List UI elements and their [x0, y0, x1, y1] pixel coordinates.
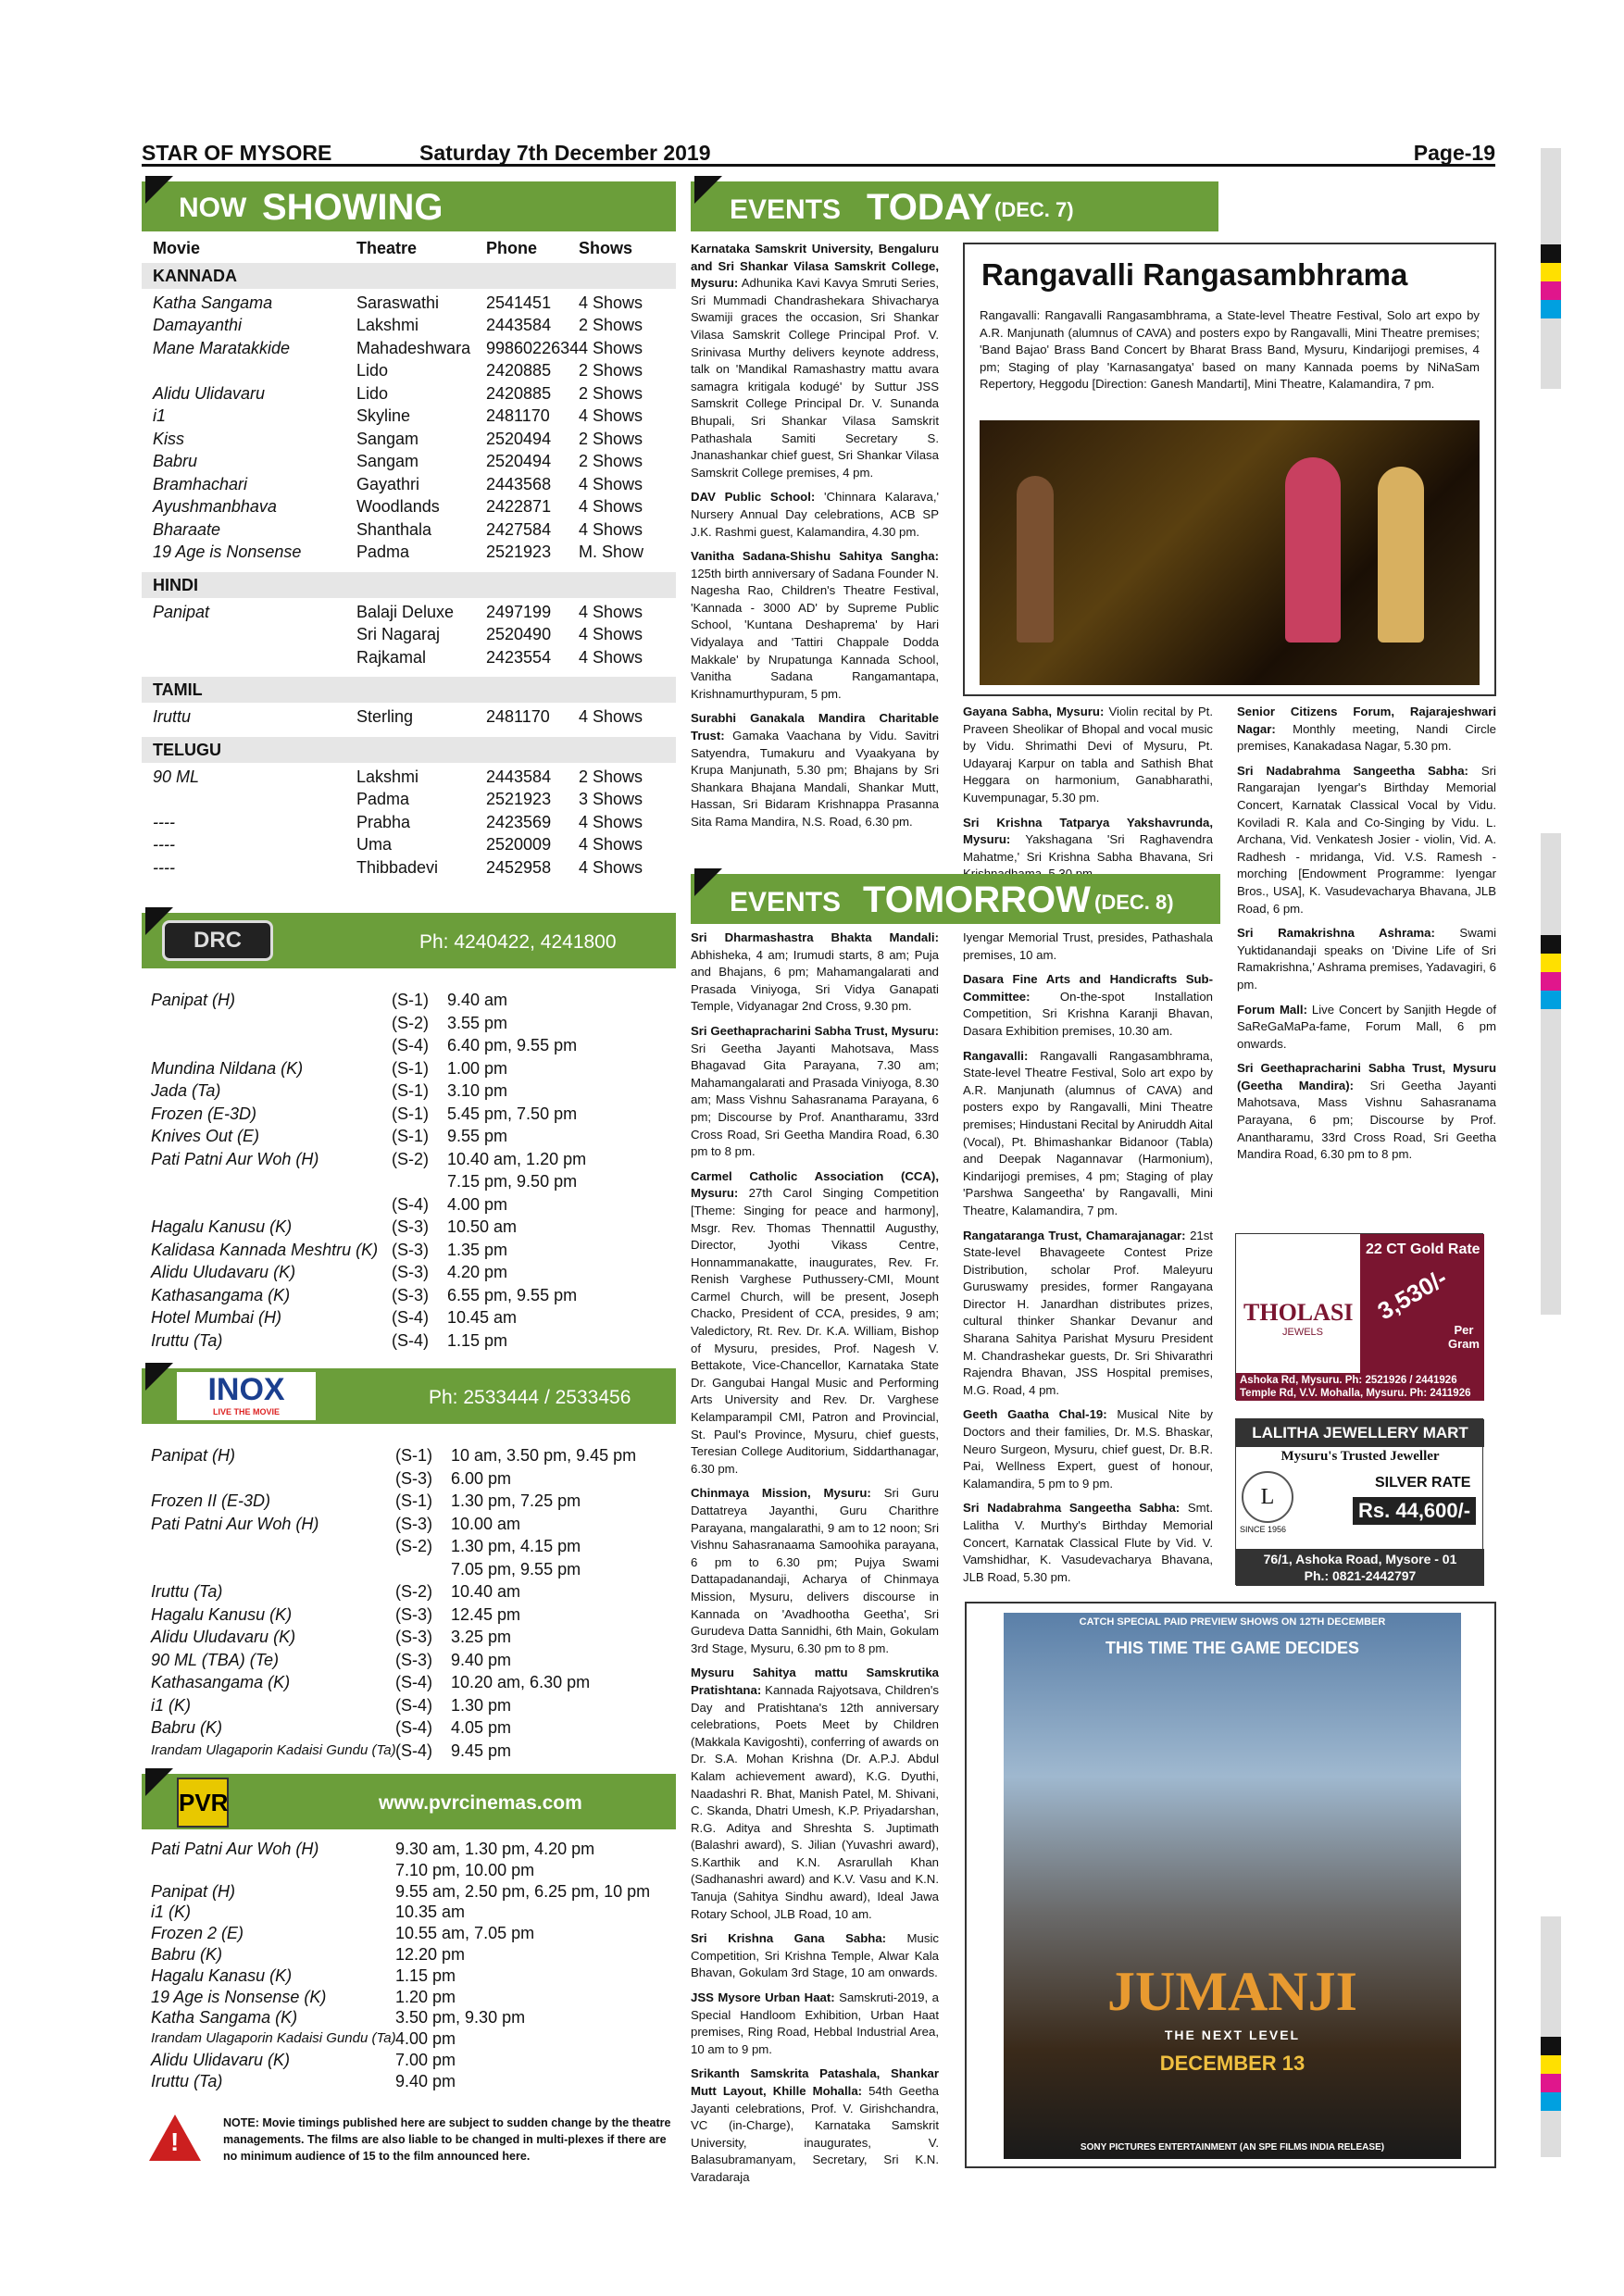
table-row: Mane Maratakkide Mahadeshwara 9986022634 4 Shows: [153, 338, 643, 357]
inox-schedule: [151, 1444, 676, 1762]
event-item: Rangavalli: Rangavalli Rangasambhrama, State-level Theatre Festival, Solo art expo by A.R. Manjunath (alumnus of CAVA) and posters expo by Rangavalli, Mini Theatre premises; Hindustani Recital by Aniruddh Aital (Vocal), Pt. Bhimashankar Bidanoor (Tabla) and Deepak Nagannavar (Harmonium), Kindarijogi premises, 4 pm; Staging of play 'Parshwa Sangeetha' by Rangavalli, Mini Theatre, Kalamandira, 7 pm.: [963, 1048, 1213, 1217]
schedule-row: Irandam Ulagaporin Kadaisi Gundu (Ta) (S-4) 9.45 pm: [151, 1741, 512, 1760]
table-row: Sri Nagaraj 2520490 4 Shows: [356, 625, 643, 643]
table-row: 90 ML Lakshmi 2443584 2 Shows: [153, 767, 643, 786]
schedule-row: Iruttu (Ta) 9.40 pm: [151, 2071, 456, 2090]
page-number: Page-19: [1413, 141, 1495, 165]
schedule-row: Kathasangama (K) (S-3) 6.55 pm, 9.55 pm: [151, 1285, 578, 1304]
drc-banner: [142, 913, 676, 968]
issue-date: Saturday 7th December 2019: [419, 141, 711, 165]
gold-rate: 3,530/-: [1372, 1263, 1452, 1326]
schedule-row: Irandam Ulagaporin Kadaisi Gundu (Ta) 4.00 pm: [151, 2029, 456, 2049]
schedule-row: Babru (K) 12.20 pm: [151, 1944, 466, 1964]
tholasi-ad: THOLASI JEWELS 22 CT Gold Rate 3,530/- Per Gram Ashoka Rd, Mysuru. Ph: 2521926 / 2441926 Temple Rd, V.V. Mohalla, Mysuru. Ph: 2411926: [1235, 1233, 1483, 1400]
silver-rate: Rs. 44,600/-: [1353, 1497, 1476, 1525]
inox-phone: Ph: 2533444 / 2533456: [429, 1387, 631, 1408]
schedule-row: Hagalu Kanasu (K) 1.15 pm: [151, 1965, 456, 1985]
event-item: JSS Mysore Urban Haat: Samskruti-2019, a Special Handloom Exhibition, Urban Haat premises, Ring Road, Hebbal Industrial Area, 10 am to 9 pm.: [691, 1990, 939, 2056]
event-item: Forum Mall: Live Concert by Sanjith Hegde of SaReGaMaPa-fame, Forum Mall, 6 pm onwards.: [1237, 1002, 1496, 1051]
language-header: TAMIL: [142, 677, 676, 703]
schedule-row: Knives Out (E) (S-1) 9.55 pm: [151, 1127, 508, 1145]
schedule-row: Alidu Uludavaru (K) (S-3) 4.20 pm: [151, 1263, 508, 1281]
event-item: Karnataka Samskrit University, Bengaluru and Sri Shankar Vilasa Samskrit College, Mysuru: Adhunika Kavi Kavya Smruti Series, Sri Mummadi Chandrashekara Shivacharya Swamiji graces the occasion, Sri Shankar Vilasa Samskrit College Principal Prof. V. Srinivasa Murthy delivers keynote address, talk on 'Mandikal Ramashastry mattu avara samagra kritigala kodugé' by Suttur JSS Samskrit College Principal Dr. V. Sunanda Bhupali, Sri Shankar Vilasa Samskrit Pathashala Samiti Secretary S. Jnanashankar chief guest, Sri Shankar Vilasa Samskrit College premises, 4 pm.: [691, 242, 939, 480]
table-row: Panipat Balaji Deluxe 2497199 4 Shows: [153, 602, 643, 621]
theatre-photo: [980, 420, 1480, 685]
schedule-row: Kathasangama (K) (S-4) 10.20 am, 6.30 pm: [151, 1673, 591, 1691]
event-item: Sri Geethapracharini Sabha Trust, Mysuru (Geetha Mandira): Sri Geetha Jayanti Mahotsava, Mass Vishnu Sahasranama Parayana, 6 pm; Discourse by Prof. Anantharamu, 33rd Cross Road, Sri Geetha Mandira Road, 6.30 pm to 8 pm.: [1237, 1061, 1496, 1162]
schedule-row: Frozen (E-3D) (S-1) 5.45 pm, 7.50 pm: [151, 1104, 578, 1123]
schedule-row: Iruttu (Ta) (S-2) 10.40 am: [151, 1582, 521, 1601]
tholasi-name: THOLASI: [1243, 1299, 1354, 1326]
table-row: Alidu Ulidavaru Lido 2420885 2 Shows: [153, 383, 643, 403]
now-showing-banner: NOW SHOWING: [142, 181, 676, 231]
events-today-col3: [1237, 704, 1496, 1171]
event-item: Surabhi Ganakala Mandira Charitable Trust: Gamaka Vaachana by Vidu. Savitri Satyendra, Tumakuru and Vyaakyana by Krupa Manjunath, 5.30 pm; Bhajans by Sri Shankara Bhajana Mandali, Shankar Mutt, Hassan, Sri Bidaram Krishnappa Prasanna Sita Rama Mandira, N.S. Road, 6.30 pm.: [691, 711, 939, 829]
table-row: Babru Sangam 2520494 2 Shows: [153, 452, 643, 470]
language-header: KANNADA: [142, 263, 676, 289]
schedule-row: (S-4) 4.00 pm: [392, 1194, 508, 1214]
schedule-row: (S-2) 3.55 pm: [392, 1013, 508, 1032]
schedule-row: Panipat (H) 9.55 am, 2.50 pm, 6.25 pm, 10 pm: [151, 1881, 651, 1901]
event-item: Senior Citizens Forum, Rajarajeshwari Nagar: Monthly meeting, Nandi Circle premises, Kanakadasa Nagar, 5.30 pm.: [1237, 705, 1496, 754]
schedule-row: Pati Patni Aur Woh (H) (S-3) 10.00 am: [151, 1514, 521, 1533]
event-item: DAV Public School: 'Chinnara Kalarava,' Nursery Annual Day celebrations, ACB SP J.K. Rashmi guest, Kalamandira, 4.30 pm.: [691, 490, 939, 539]
jumanji-poster: CATCH SPECIAL PAID PREVIEW SHOWS ON 12TH DECEMBER THIS TIME THE GAME DECIDES JUMANJI THE NEXT LEVEL DECEMBER 13 SONY PICTURES ENTERTAINMENT (AN SPE FILMS INDIA RELEASE): [1004, 1613, 1461, 2159]
table-row: ---- Prabha 2423569 4 Shows: [153, 812, 643, 831]
event-item: Mysuru Sahitya mattu Samskrutika Pratishtana: Kannada Rajyotsava, Children's Day and Pratishtana's 12th anniversary celebrations, Poets Meet by Children (Makkala Kavigoshti), conferring of awards on Dr. S.A. Mohan Krishna (Dr. A.P.J. Abdul Kalam achievement award), K.G. Dyuthi, Naadashri R. Bhat, Manish Patel, M. Shivani, C. Skanda, Dhatri Umesh, K.P. Priyadarshan, R.G. Aditya and Shreshta S. Juptimath (Balashri award), S. Jilian (Yuvashri award), S.Karthik and K.N. Asrarullah Khan (Sadhanashri award) and K.V. Vasu and K.N. Tanuja (Sahitya Sindhu award), Ideal Jawa Rotary School, JLB Road, 10 am.: [691, 1666, 939, 1921]
table-row: Bramhachari Gayathri 2443568 4 Shows: [153, 474, 643, 493]
events-tomorrow-col1: [691, 930, 939, 2194]
event-item: Dasara Fine Arts and Handicrafts Sub-Committee: On-the-spot Installation Competition, Sri Krishna Karanji Bhavan, Dasara Exhibition premises, 10.30 am.: [963, 972, 1213, 1038]
schedule-row: Panipat (H) (S-1) 9.40 am: [151, 991, 508, 1009]
event-item: Srikanth Samskrita Patashala, Shankar Mutt Layout, Khille Mohalla: 54th Geetha Jayanti celebrations, Prof. V. Girishchandra, VC (in-Charge), Karnataka Samskrit University, inaugurates, V. Balasubramanyam, Secretary, Sri K.N. Varadaraja: [691, 2066, 939, 2184]
table-row: Iruttu Sterling 2481170 4 Shows: [153, 707, 643, 726]
schedule-row: Frozen 2 (E) 10.55 am, 7.05 pm: [151, 1924, 535, 1943]
event-item: Gayana Sabha, Mysuru: Violin recital by Pt. Praveen Sheolikar of Bhopal and vocal music by Vidu. Shrimathi Devi of Mysuru, Pt. Udayaraj Karpur on tabla and Sathish Bhat Heggara on harmonium, Ganabharathi, Kuvempunagar, 5.30 pm.: [963, 705, 1213, 805]
jumanji-ad: [965, 1602, 1496, 2168]
table-row: Katha Sangama Saraswathi 2541451 4 Shows: [153, 293, 643, 312]
table-row: Rajkamal 2423554 4 Shows: [356, 647, 643, 667]
event-item: Rangataranga Trust, Chamarajanagar: 21st State-level Bhavageete Contest Prize Distribution, scholar Prof. Maleyuru Guruswamy presides, former Rangayana Director H. Janardhan distributes prizes, cultural thinker Shankar Devanur and Sharana Sahitya Parishat Mysuru President M. Chandrashekar guests, Dr. Sri Shivarathri Rajendra Bhavan, JSS Hospital premises, M.G. Road, 4 pm.: [963, 1228, 1213, 1397]
schedule-row: Alidu Ulidavaru (K) 7.00 pm: [151, 2050, 456, 2069]
page-header: [142, 139, 1495, 167]
schedule-row: (S-3) 6.00 pm: [395, 1468, 512, 1488]
movie-title: JUMANJI: [1107, 1961, 1357, 2022]
schedule-row: 90 ML (TBA) (Te) (S-3) 9.40 pm: [151, 1650, 512, 1669]
schedule-row: Pati Patni Aur Woh (H) (S-2) 10.40 am, 1.20 pm: [151, 1149, 587, 1168]
corner-mark-icon: [145, 176, 173, 204]
event-item: Sri Krishna Tatparya Yakshavrunda, Mysuru: Yakshagana 'Sri Raghavendra Mahatme,' Sri Krishna Sabha Bhavana, Sri: [963, 815, 1213, 864]
event-item: Sri Nadabrahma Sangeetha Sabha: Smt. Lalitha V. Murthy's Birthday Memorial Concert, Karnatak Classical Flute by Vid. V. Vamshidhar, K. Vasudevacharya Bhavana, JLB Road, 5.30 pm.: [963, 1501, 1213, 1584]
schedule-row: Alidu Uludavaru (K) (S-3) 3.25 pm: [151, 1628, 512, 1646]
pvr-website: www.pvrcinemas.com: [379, 1792, 582, 1814]
event-item: Iyengar Memorial Trust, presides, Pathashala premises, 10 am.: [963, 930, 1213, 962]
table-row: Padma 2521923 3 Shows: [356, 790, 643, 808]
schedule-row: 7.15 pm, 9.50 pm: [447, 1172, 578, 1191]
schedule-row: Mundina Nildana (K) (S-1) 1.00 pm: [151, 1058, 508, 1078]
event-item: Sri Krishna Gana Sabha: Music Competition, Sri Krishna Temple, Alwar Kala Bhavan, Gokulam 3rd Stage, 10 am onwards.: [691, 1931, 939, 1980]
drc-schedule: [151, 989, 676, 1352]
language-header: TELUGU: [142, 737, 676, 763]
box-title: Rangavalli Rangasambhrama: [981, 257, 1408, 292]
schedule-row: Jada (Ta) (S-1) 3.10 pm: [151, 1081, 508, 1100]
table-row: Lido 2420885 2 Shows: [356, 361, 643, 380]
pvr-schedule: [151, 1839, 676, 2092]
lalitha-name: LALITHA JEWELLERY MART: [1236, 1419, 1484, 1447]
now-showing-table: [142, 237, 676, 884]
language-header: HINDI: [142, 572, 676, 598]
schedule-row: Hagalu Kanusu (K) (S-3) 12.45 pm: [151, 1604, 521, 1624]
schedule-row: Hotel Mumbai (H) (S-4) 10.45 am: [151, 1308, 518, 1327]
event-item: Vanitha Sadana-Shishu Sahitya Sangha: 125th birth anniversary of Sadana Founder N. Nagesha Rao, Children's Theatre Festival, 'Kannada - 3000 AD' by Supreme Public School, 'Kuntana Deshaprema' by Hari Vidyalaya and 'Tattiri Chappale Dodda Makkale' by Nrupatunga Kannada School, Vanitha Sadana Rangamantapa, Krishnamurthypuram, 5 pm.: [691, 549, 939, 701]
schedule-row: i1 (K) (S-4) 1.30 pm: [151, 1695, 512, 1715]
schedule-row: (S-2) 1.30 pm, 4.15 pm: [395, 1537, 581, 1555]
schedule-row: i1 (K) 10.35 am: [151, 1903, 466, 1922]
event-item: Geeth Gaatha Chal-19: Musical Nite by Doctors and their families, Dr. M.S. Bhaskar, Neuro Surgeon, Mysuru, chief guest, Dr. B.R. Pai, Wellness Expert, guest of honour, Kalamandira, 5 pm to 9 pm.: [963, 1407, 1214, 1491]
schedule-row: Iruttu (Ta) (S-4) 1.15 pm: [151, 1330, 508, 1350]
schedule-row: 7.10 pm, 10.00 pm: [395, 1860, 535, 1879]
table-row: i1 Skyline 2481170 4 Shows: [153, 406, 643, 425]
events-tomorrow-col2: [963, 930, 1213, 1593]
table-row: ---- Thibbadevi 2452958 4 Shows: [153, 857, 643, 877]
event-item: Sri Geethapracharini Sabha Trust, Mysuru: Sri Geetha Jayanti Mahotsava, Mass Bhagavad Gita Parayana, 7.30 am; Mahamangalarati and Prasada Viniyoga, 8.30 am; Mass Vishnu Sahasranama Parayana, 6 pm; Discourse by Prof. Anantharamu, 33rd Cross Road, Sri Geetha Mandira Road, 6.30 pm to 8 pm.: [691, 1023, 939, 1159]
events-tomorrow-banner: EVENTS TOMORROW (DEC. 8): [691, 874, 1220, 924]
schedule-row: Hagalu Kanusu (K) (S-3) 10.50 am: [151, 1217, 518, 1236]
schedule-row: Kalidasa Kannada Meshtru (K) (S-3) 1.35 pm: [151, 1240, 508, 1259]
event-item: Sri Nadabrahma Sangeetha Sabha: Sri Rangarajan Iyengar's Birthday Memorial Concert, Karnatak Classical Vocal by Vidu. Koviladi R. Kala and Co-Singing by Vidu. L. Archana, Vid. Venkatesh Josier - violin, Vid. A. Radhesh - mridanga, Vid. V.S. Ramesh - morching [Endowment Programme: Iyengar Bros., USA], K. Vasudevacharya Bhavana, JLB Road, 6 pm.: [1237, 763, 1496, 916]
rangavalli-box: [963, 243, 1496, 696]
table-row: Kiss Sangam 2520494 2 Shows: [153, 429, 643, 448]
pvr-logo: PVR: [177, 1778, 229, 1828]
schedule-row: Panipat (H) (S-1) 10 am, 3.50 pm, 9.45 pm: [151, 1446, 637, 1465]
events-today-col2: [963, 704, 1213, 891]
drc-logo: DRC: [162, 920, 273, 961]
note-text: NOTE: Movie timings published here are subject to sudden change by the theatre managements. The films are also liable to be changed in multi-plexes if there are no minimum audience of 15 to the film announced here.: [223, 2116, 671, 2163]
pvr-banner: [142, 1774, 676, 1829]
box-text: Rangavalli: Rangavalli Rangasambhrama, a State-level Theatre Festival, Solo art expo by A.R. Manjunath (alumnus of CAVA) and posters expo by Rangavalli, Mini Theatre premises; 'Band Bajao' Brass Band Concert by Bharat Brass Band, Mysuru, Kindarijogi premises, 4 pm; Staging of play 'Karnasangatya' based on many Kannada poems by NiNaSam Repertory, Heggodu [Direction: Ganesh Mandarti], Mini Theatre, Kalamandira, 7 pm.: [980, 308, 1480, 392]
column-header: Movie Theatre Phone Shows: [153, 239, 633, 257]
schedule-row: Katha Sangama (K) 3.50 pm, 9.30 pm: [151, 2008, 526, 2028]
schedule-row: Pati Patni Aur Woh (H) 9.30 am, 1.30 pm, 4.20 pm: [151, 1840, 595, 1858]
table-row: 19 Age is Nonsense Padma 2521923 M. Show: [153, 543, 644, 561]
schedule-row: 19 Age is Nonsense (K) 1.20 pm: [151, 1987, 456, 2006]
gold-rate-title: 22 CT Gold Rate: [1366, 1242, 1480, 1257]
drc-phone: Ph: 4240422, 4241800: [419, 931, 617, 953]
paper-name: STAR OF MYSORE: [142, 141, 332, 165]
schedule-row: 7.05 pm, 9.55 pm: [451, 1559, 581, 1578]
event-item: Sri Dharmashastra Bhakta Mandali: Abhisheka, 4 am; Irumudi starts, 8 am; Puja and Bhajans, 6 pm; Mahamangalarati and Prasada Viniyoga, Sri Vidya Ganapati Temple, Vidyanagar 2nd Cross, 9.30 pm.: [691, 930, 939, 1014]
lalitha-logo-icon: L: [1242, 1471, 1293, 1523]
release-date: DECEMBER 13: [1159, 2052, 1305, 2075]
inox-banner: [142, 1368, 676, 1424]
events-today-banner: EVENTS TODAY (DEC. 7): [691, 181, 1218, 231]
table-row: ---- Uma 2520009 4 Shows: [153, 835, 643, 854]
event-item: Chinmaya Mission, Mysuru: Sri Guru Dattatreya Jayanthi, Guru Charithre Parayana, mangalarathi, 9 am to 12 noon; Sri Vishnu Sahasranaama Samoohika parayana, 6 pm to 6.30 pm; Pujya Swami Dattapadanandaji, Acharya of Chinmaya Mission, Mysuru, delivers discourse in Kannada on 'Avadhootha Geetha', Sri Gurudeva Datta Sannidhi, 6th Main, Gokulam 3rd Stage, Mysuru, 6.30 pm to 8 pm.: [691, 1486, 940, 1655]
table-row: Bharaate Shanthala 2427584 4 Shows: [153, 519, 643, 539]
event-item: Sri Ramakrishna Ashrama: Swami Yuktidanandaji speaks on 'Divine Life of Sri Ramakrishna,' Ashrama premises, Yadavagiri, 6 pm.: [1237, 926, 1496, 992]
events-today-col1: [691, 241, 939, 839]
schedule-row: (S-4) 6.40 pm, 9.55 pm: [392, 1036, 578, 1054]
inox-logo: INOX LIVE THE MOVIE: [177, 1372, 316, 1420]
note-box: ! NOTE: Movie timings published here are subject to sudden change by the theatre managements. The films are also liable to be changed in multi-plexes if there are no minimum audience of 15 to the film announced here.: [142, 2115, 676, 2166]
lalitha-ad: LALITHA JEWELLERY MART Mysuru's Trusted Jeweller L SINCE 1956 SILVER RATE Rs. 44,600/- 76/1, Ashoka Road, Mysore - 01 Ph.: 0821-2442797: [1235, 1418, 1483, 1585]
schedule-row: Frozen II (E-3D) (S-1) 1.30 pm, 7.25 pm: [151, 1491, 581, 1510]
event-item: Carmel Catholic Association (CCA), Mysuru: 27th Carol Singing Competition [Theme: Singing for peace and harmony], Msgr. Rev. Thomas Thennattil Augusthy, Director, Jyothi Vikass Centre, Honnammanakatte, inaugurates, Rev. Fr. Renish Varghese Puthussery-CMI, Mount Carmel Church, will be present, Joseph Chacko, President of CCA, presides, 9 am; Valedictory, Rt. Rev. Dr. K.A. William, Bishop of Mysuru, presides, Prof. Nagesh V. Bettakote, Vice-Chancellor, Karnataka State Dr. Gangubai Hangal Music and Performing Arts University and Rev. Dr. Varghese Kelamparampil CMI, Patron and Provincial, St. Paul's Province, Mysuru, chief guests, Teresian College Auditorium, Siddarthanagar, 6.30 pm.: [691, 1168, 939, 1476]
table-row: Damayanthi Lakshmi 2443584 2 Shows: [153, 316, 643, 334]
table-row: Ayushmanbhava Woodlands 2422871 4 Shows: [153, 497, 643, 516]
schedule-row: Babru (K) (S-4) 4.05 pm: [151, 1718, 512, 1737]
